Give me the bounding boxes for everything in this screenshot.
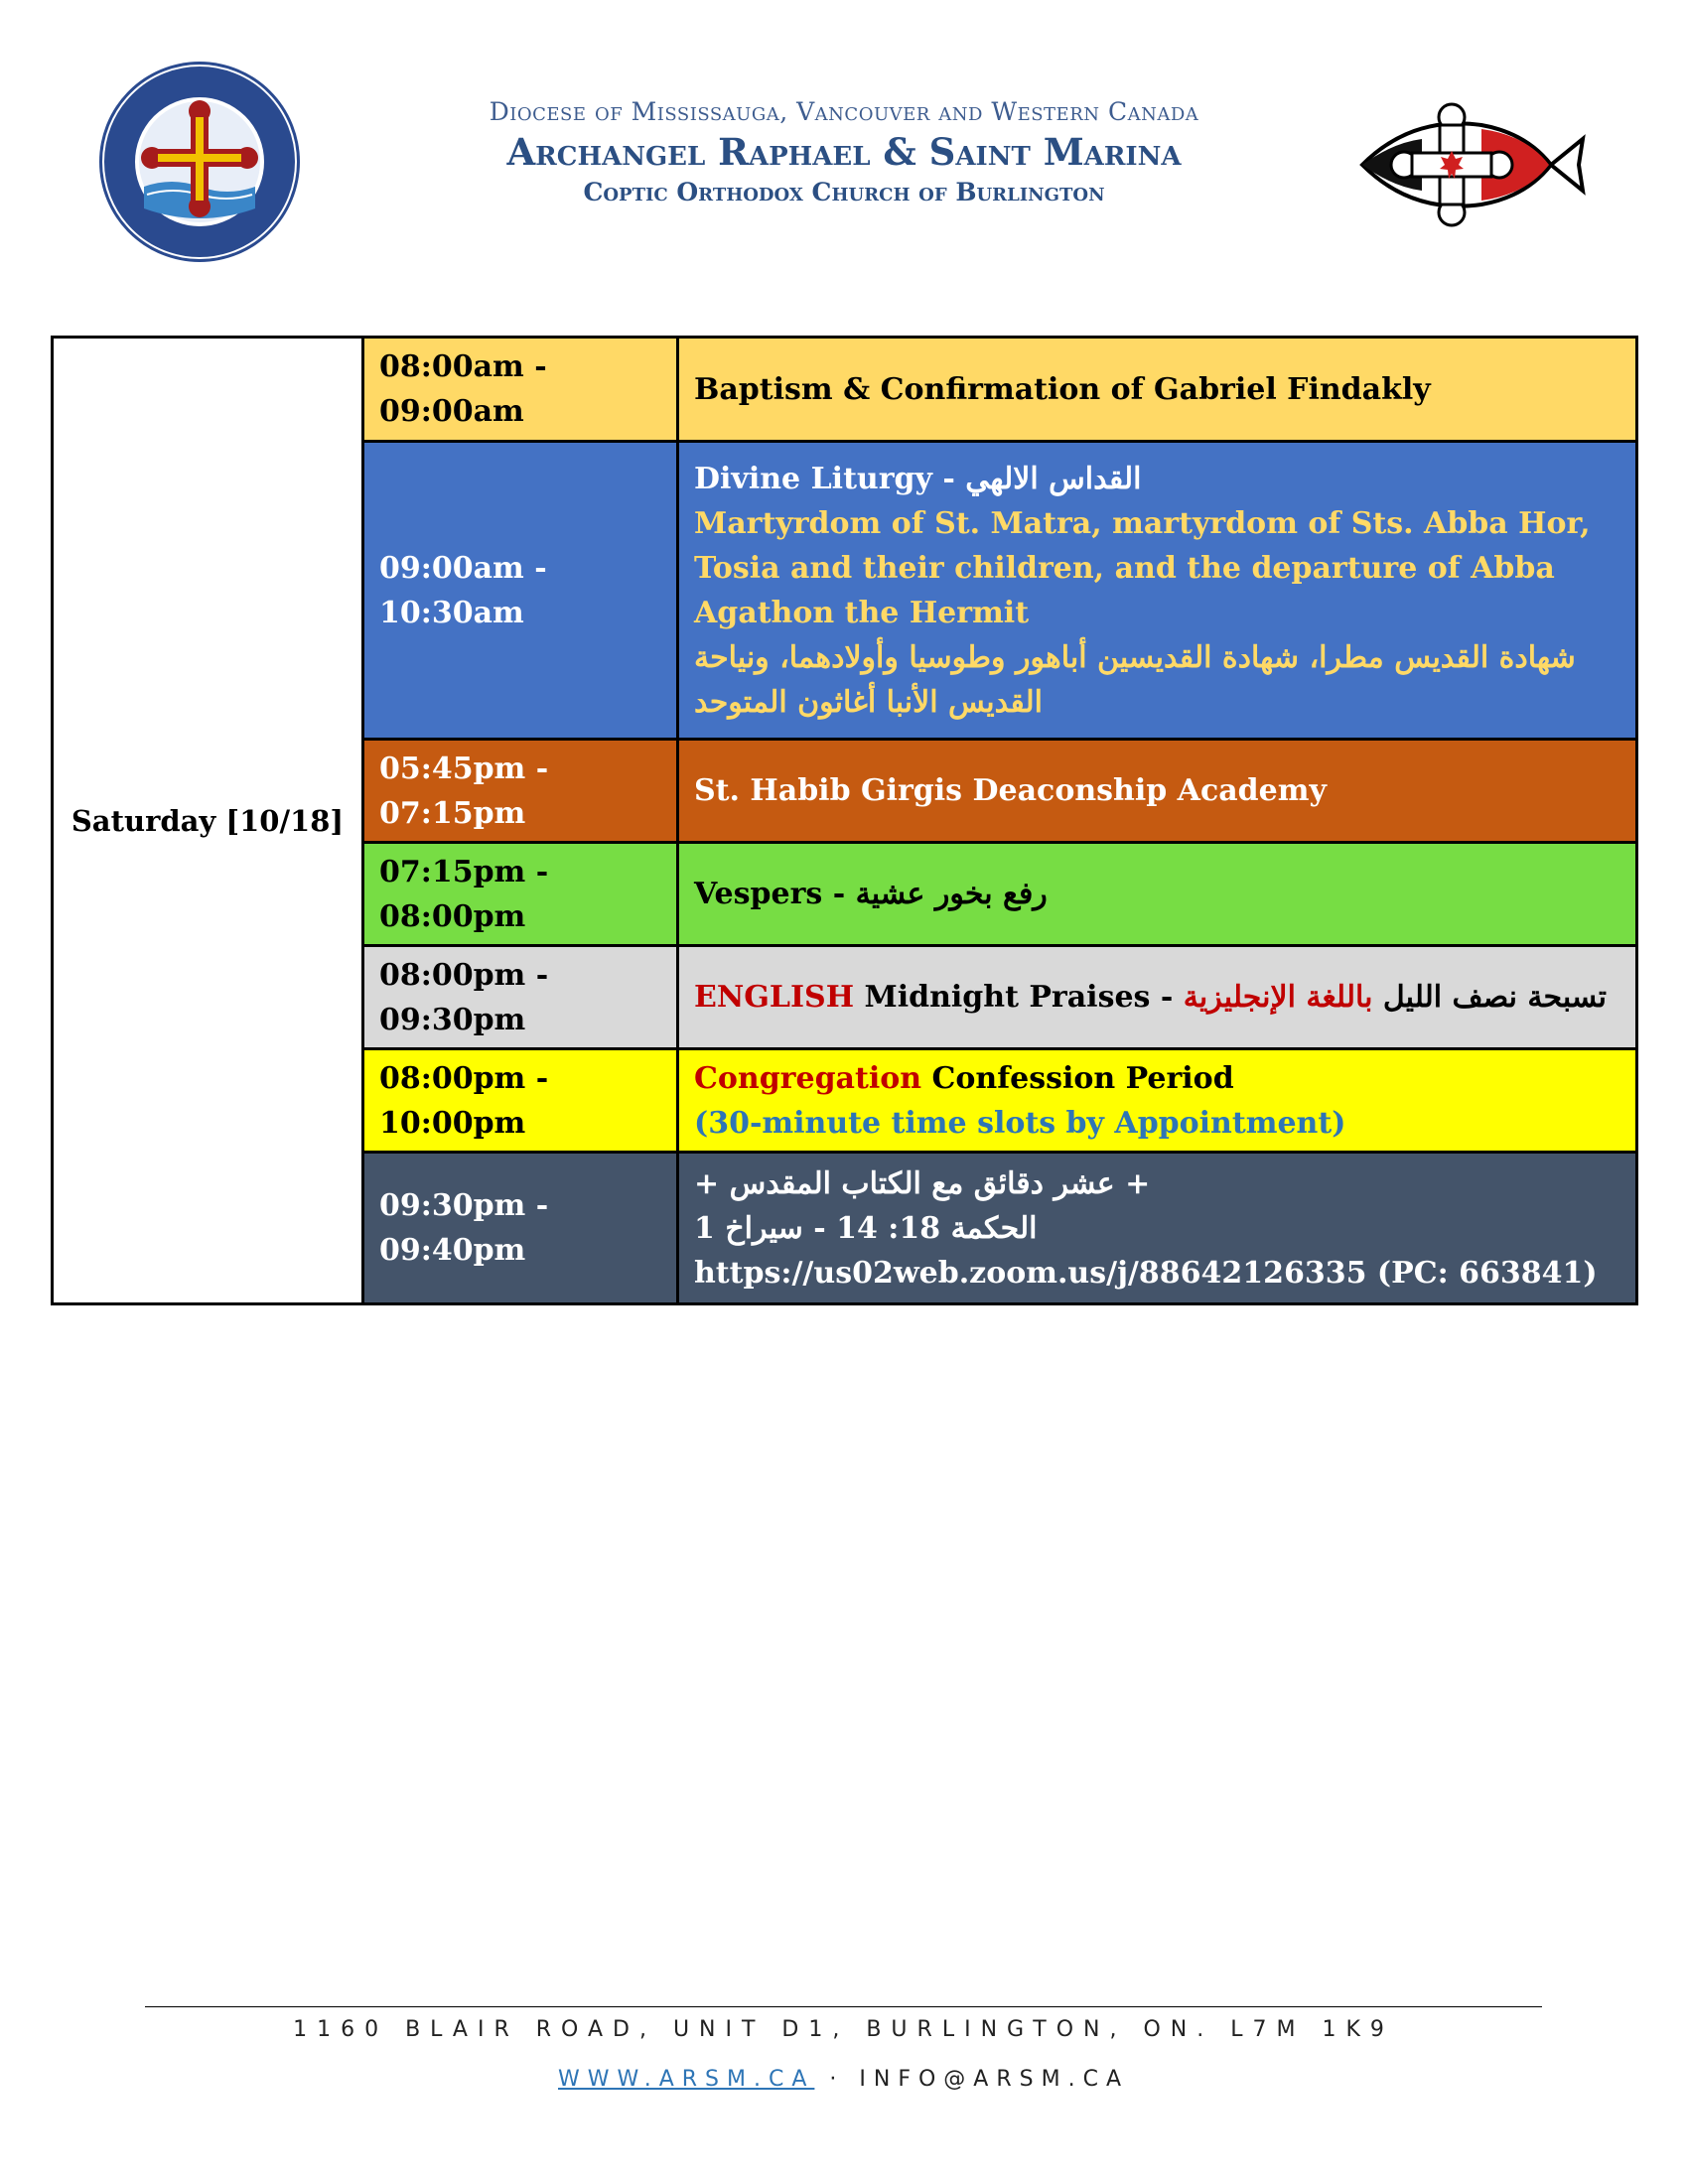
event-title: Baptism & Confirmation of Gabriel Findakly xyxy=(694,371,1431,407)
event-description xyxy=(679,339,1635,443)
day-label: Saturday [10/18] xyxy=(54,339,364,1302)
event-subtitle-en: (30-minute time slots by Appointment) xyxy=(694,1105,1346,1141)
church-header xyxy=(328,97,1360,206)
church-seal-logo xyxy=(97,60,302,264)
event-description xyxy=(679,741,1635,844)
footer-divider xyxy=(145,2006,1542,2007)
time-slot: 05:45pm - 07:15pm xyxy=(364,741,679,844)
event-title-ar: تسبحة نصف الليل xyxy=(1372,980,1608,1015)
church-name: Archangel Raphael & Saint Marina xyxy=(506,130,1182,174)
time-slot: 08:00am - 09:00am xyxy=(364,339,679,443)
event-title-ar: القداس الالهي xyxy=(965,461,1142,496)
event-title: St. Habib Girgis Deaconship Academy xyxy=(694,773,1327,808)
time-slot: 09:00am - 10:30am xyxy=(364,443,679,741)
event-description xyxy=(679,844,1635,947)
website-link[interactable]: WWW.ARSM.CA xyxy=(557,2067,815,2092)
time-slot: 09:30pm - 09:40pm xyxy=(364,1154,679,1302)
time-slot: 08:00pm - 10:00pm xyxy=(364,1050,679,1154)
event-title xyxy=(694,872,1620,916)
diocese-fish-logo xyxy=(1352,95,1591,234)
event-line-ar: + عشر دقائق مع الكتاب المقدس + xyxy=(694,1165,1151,1201)
event-description xyxy=(679,1050,1635,1154)
event-title-en: Divine Liturgy - xyxy=(694,461,966,496)
event-title xyxy=(694,1056,1620,1101)
event-title-en: Vespers - xyxy=(694,877,856,911)
event-line-ar: الحكمة 18: 14 - سيراخ 1 xyxy=(694,1210,1038,1246)
schedule-table xyxy=(51,336,1638,1305)
event-subtitle-en: Martyrdom of St. Matra, martyrdom of Sts. Abba Hor, Tosia and their children, and the departure of Abba Agathon the Hermit xyxy=(694,505,1591,630)
footer-contact xyxy=(145,2067,1542,2092)
event-title-en: Confession Period xyxy=(921,1060,1234,1096)
event-title xyxy=(694,457,1620,501)
event-title xyxy=(694,975,1620,1020)
event-title-en: Midnight Praises - xyxy=(854,980,1184,1015)
diocese-name: Diocese of Mississauga, Vancouver and Western Canada xyxy=(489,97,1199,126)
footer-address: 1160 BLAIR ROAD, UNIT D1, BURLINGTON, ON. L7M 1K9 xyxy=(293,2017,1394,2042)
event-description xyxy=(679,443,1635,741)
event-highlight-en: ENGLISH xyxy=(694,980,855,1015)
church-subtitle: Coptic Orthodox Church of Burlington xyxy=(583,178,1105,206)
time-slot: 07:15pm - 08:00pm xyxy=(364,844,679,947)
zoom-link[interactable]: https://us02web.zoom.us/j/88642126335 (PC: 663841) xyxy=(694,1255,1598,1291)
event-highlight-en: Congregation xyxy=(694,1060,922,1096)
event-highlight-ar: باللغة الإنجليزية xyxy=(1183,980,1373,1015)
footer-separator: · xyxy=(814,2067,860,2092)
event-description xyxy=(679,947,1635,1050)
time-slot: 08:00pm - 09:30pm xyxy=(364,947,679,1050)
event-title-ar: رفع بخور عشية xyxy=(855,877,1048,911)
email-link[interactable]: INFO@ARSM.CA xyxy=(859,2067,1129,2092)
event-description xyxy=(679,1154,1635,1302)
event-subtitle-ar: شهادة القديس مطرا، شهادة القديسين أباهور وطوسيا وأولادهما، ونياحة القديس الأنبا أغاثون المتوحد xyxy=(694,639,1576,720)
